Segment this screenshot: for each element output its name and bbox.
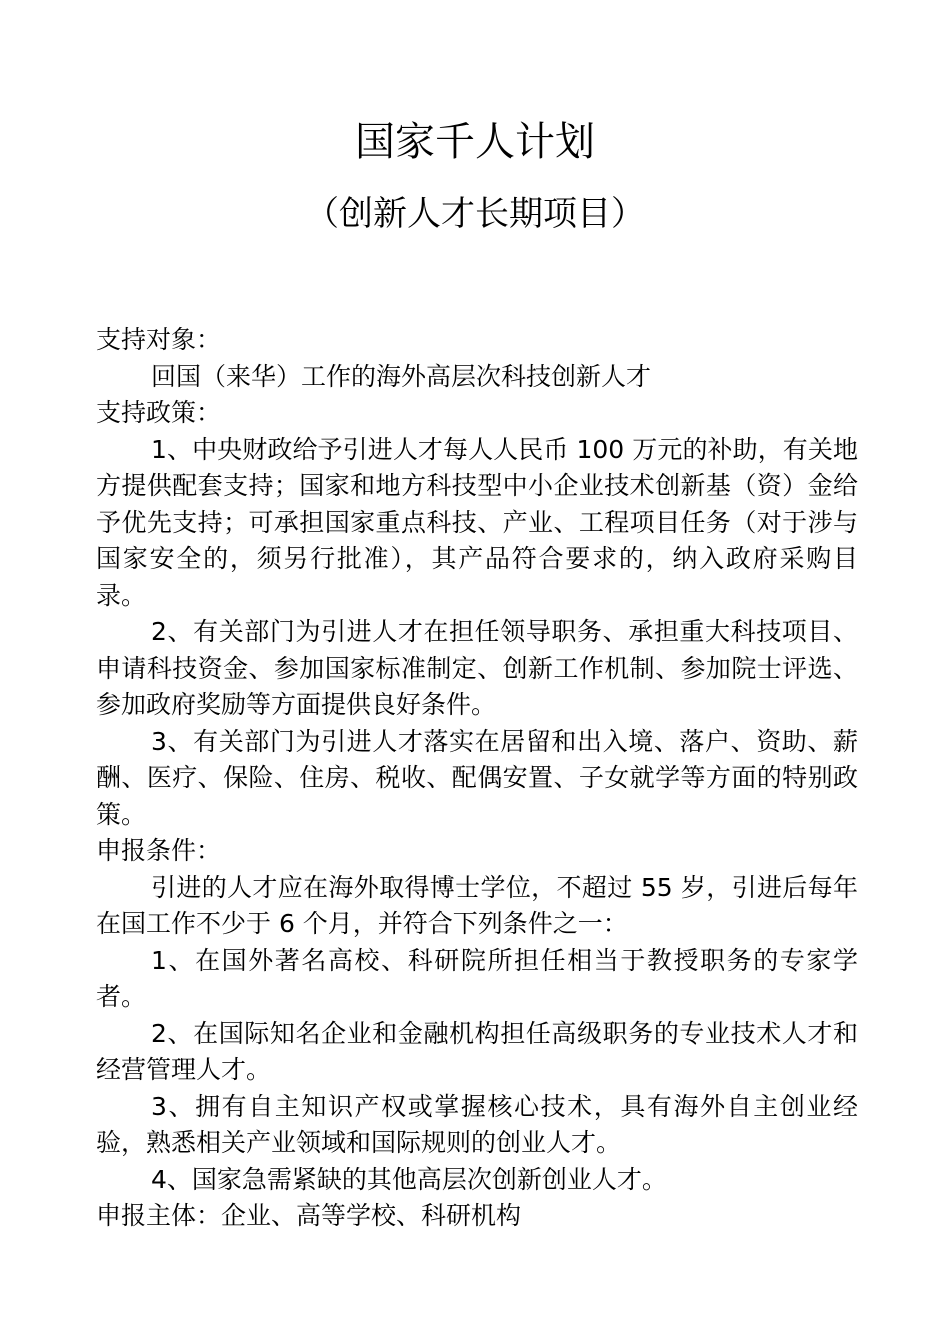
conditions-heading: 申报条件： <box>96 836 222 865</box>
support-policy-item: 3、有关部门为引进人才落实在居留和出入境、落户、资助、薪酬、医疗、保险、住房、税收、配偶安置、子女就学等方面的特别政策。 <box>96 726 858 829</box>
condition-item: 2、在国际知名企业和金融机构担任高级职务的专业技术人才和经营管理人才。 <box>96 1018 858 1084</box>
document-body <box>96 322 858 1235</box>
support-policy-heading: 支持政策： <box>96 398 222 427</box>
condition-item: 4、国家急需紧缺的其他高层次创新创业人才。 <box>151 1164 667 1194</box>
support-target-heading: 支持对象： <box>96 325 222 354</box>
condition-item: 3、拥有自主知识产权或掌握核心技术，具有海外自主创业经验，熟悉相关产业领域和国际规则的创业人才。 <box>96 1091 858 1157</box>
applicant-line: 申报主体：企业、高等学校、科研机构 <box>96 1201 522 1230</box>
support-policy-item: 1、中央财政给予引进人才每人人民币 100 万元的补助，有关地方提供配套支持；国家和地方科技型中小企业技术创新基（资）金给予优先支持；可承担国家重点科技、产业、工程项目任务（对于涉与国家安全的，须另行批准），其产品符合要求的，纳入政府采购目录。 <box>96 434 858 610</box>
document-subtitle: （创新人才长期项目） <box>305 194 645 234</box>
support-target-text: 回国（来华）工作的海外高层次科技创新人才 <box>151 361 652 391</box>
condition-item: 1、在国外著名高校、科研院所担任相当于教授职务的专家学者。 <box>96 945 858 1011</box>
conditions-intro: 引进的人才应在海外取得博士学位，不超过 55 岁，引进后每年在国工作不少于 6 个月，并符合下列条件之一： <box>96 872 858 938</box>
support-policy-item: 2、有关部门为引进人才在担任领导职务、承担重大科技项目、申请科技资金、参加国家标准制定、创新工作机制、参加院士评选、参加政府奖励等方面提供良好条件。 <box>96 617 858 719</box>
document-title: 国家千人计划 <box>355 119 595 165</box>
